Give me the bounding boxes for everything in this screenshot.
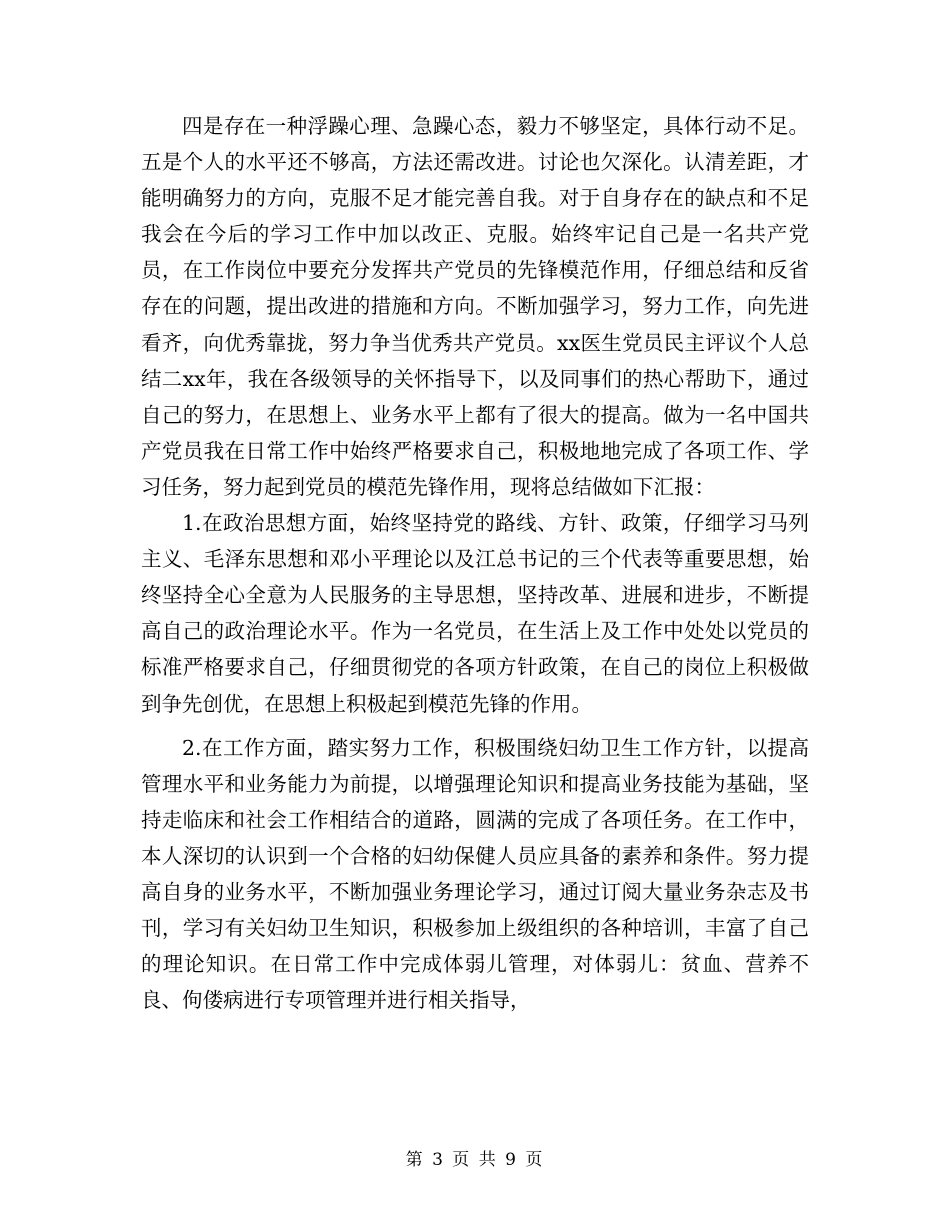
document-body [141, 108, 809, 1018]
page-footer: 第 3 页 共 9 页 [405, 1150, 545, 1170]
paragraph-1: 四是存在一种浮躁心理、急躁心态，毅力不够坚定，具体行动不足。五是个人的水平还不够高，方法还需改进。讨论也欠深化。认清差距，才能明确努力的方向，克服不足才能完善自我。对于自身存在的缺点和不足我会在今后的学习工作中加以改正、克服。始终牢记自己是一名共产党员，在工作岗位中要充分发挥共产党员的先锋模范作用，仔细总结和反省存在的问题，提出改进的措施和方向。不断加强学习，努力工作，向先进看齐，向优秀靠拢，努力争当优秀共产党员。xx医生党员民主评议个人总结二xx年，我在各级领导的关怀指导下，以及同事们的热心帮助下，通过自己的努力，在思想上、业务水平上都有了很大的提高。做为一名中国共产党员我在日常工作中始终严格要求自己，积极地地完成了各项工作、学习任务，努力起到党员的模范先锋作用，现将总结做如下汇报： [141, 114, 809, 499]
paragraph-2: 1.在政治思想方面，始终坚持党的路线、方针、政策，仔细学习马列主义、毛泽东思想和邓小平理论以及江总书记的三个代表等重要思想，始终坚持全心全意为人民服务的主导思想，坚持改革、进展和进步，不断提高自己的政治理论水平。作为一名党员，在生活上及工作中处处以党员的标准严格要求自己，仔细贯彻党的各项方针政策，在自己的岗位上积极做到争先创优，在思想上积极起到模范先锋的作用。 [141, 511, 809, 716]
paragraph-3: 2.在工作方面，踏实努力工作，积极围绕妇幼卫生工作方针，以提高管理水平和业务能力为前提，以增强理论知识和提高业务技能为基础，坚持走临床和社会工作相结合的道路，圆满的完成了各项任务。在工作中，本人深切的认识到一个合格的妇幼保健人员应具备的素养和条件。努力提高自身的业务水平，不断加强业务理论学习，通过订阅大量业务杂志及书刊，学习有关妇幼卫生知识，积极参加上级组织的各种培训，丰富了自己的理论知识。在日常工作中完成体弱儿管理，对体弱儿：贫血、营养不良、佝偻病进行专项管理并进行相关指导， [141, 735, 809, 1013]
